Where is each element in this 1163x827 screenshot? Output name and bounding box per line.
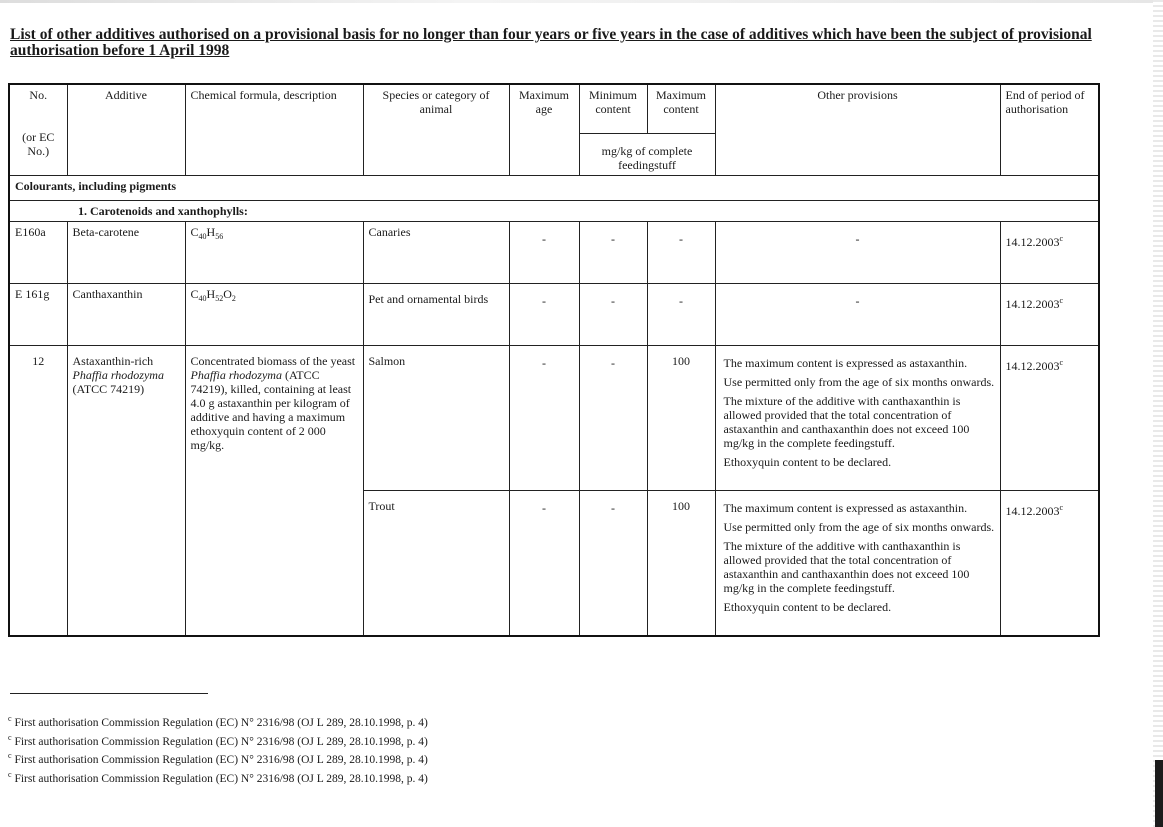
row-end: 14.12.2003$^c$ — [1000, 491, 1099, 636]
scan-top-edge — [0, 0, 1163, 3]
footnote: $^c$ First authorisation Commission Regulation (EC) N° 2316/98 (OJ L 289, 28.10.1998, p. 4) — [8, 751, 428, 766]
row-additive: Canthaxanthin — [67, 284, 185, 346]
row-max-age: - — [509, 491, 579, 636]
row-no: E160a — [9, 222, 67, 284]
page-heading: List of other additives authorised on a provisional basis for no longer than four years or five years in the case of additives which have been the subject of provisional authorisation before 1 April 1998 — [10, 26, 1092, 59]
col-header-max-age: Maximum age — [509, 84, 579, 176]
row-max-age: - — [509, 284, 579, 346]
col-header-species: Species or category of animal — [363, 84, 509, 176]
additives-table — [8, 83, 1100, 637]
row-max-content: 100 — [647, 346, 715, 491]
row-no: 12 — [9, 346, 67, 636]
row-description: Concentrated biomass of the yeast Phaffia rhodozyma (ATCC 74219), killed, containing at least 4.0 g astaxanthin per kilogram of additive and having a maximum ethoxyquin content of 2 000 mg/kg. — [185, 346, 363, 636]
col-header-additive: Additive — [67, 84, 185, 176]
row-other: - — [715, 222, 1000, 284]
footnotes — [8, 712, 428, 786]
footnote-divider — [10, 693, 208, 694]
col-header-no — [9, 84, 67, 176]
col-header-no-label: No. — [29, 88, 48, 102]
row-min-content: - — [579, 491, 647, 636]
row-min-content: - — [579, 346, 647, 491]
col-header-no-sub: (or EC No.) — [22, 130, 55, 158]
col-header-other: Other provisions — [715, 84, 1000, 176]
scan-right-edge — [1153, 0, 1163, 827]
col-header-chem: Chemical formula, description — [185, 84, 363, 176]
row-species: Salmon — [363, 346, 509, 491]
row-other: The maximum content is expressed as astaxanthin. Use permitted only from the age of six months onwards. The mixture of the additive with canthaxanthin is allowed provided that the total concentration of astaxanthin and canthaxanthin does not exceed 100 mg/kg in the complete feedingstuff. Ethoxyquin content to be declared. — [715, 346, 1000, 491]
subsection-row — [9, 201, 1099, 222]
row-species: Canaries — [363, 222, 509, 284]
footnote: $^c$ First authorisation Commission Regulation (EC) N° 2316/98 (OJ L 289, 28.10.1998, p. 4) — [8, 714, 428, 729]
row-end: 14.12.2003$^c$ — [1000, 346, 1099, 491]
row-max-content: - — [647, 222, 715, 284]
section-title: Colourants, including pigments — [9, 176, 1099, 201]
row-formula: $C_{40}H_{56}$ — [185, 222, 363, 284]
row-species: Pet and ornamental birds — [363, 284, 509, 346]
row-additive: Beta-carotene — [67, 222, 185, 284]
row-max-age: - — [509, 222, 579, 284]
subsection-title: 1. Carotenoids and xanthophylls: — [9, 201, 1099, 222]
section-row — [9, 176, 1099, 201]
row-min-content: - — [579, 222, 647, 284]
row-max-content: - — [647, 284, 715, 346]
row-end: 14.12.2003$^c$ — [1000, 222, 1099, 284]
row-no: E 161g — [9, 284, 67, 346]
row-additive: Astaxanthin-rich Phaffia rhodozyma (ATCC 74219) — [67, 346, 185, 636]
col-header-unit: mg/kg of complete feedingstuff — [579, 133, 715, 175]
scan-dark-corner — [1155, 760, 1163, 827]
row-end: 14.12.2003$^c$ — [1000, 284, 1099, 346]
col-header-max-content: Maximum content — [647, 84, 715, 133]
row-max-age: - — [509, 346, 579, 491]
row-formula: $C_{40}H_{52}O_2$ — [185, 284, 363, 346]
row-min-content: - — [579, 284, 647, 346]
row-other: - — [715, 284, 1000, 346]
header-row — [9, 84, 1099, 133]
row-species: Trout — [363, 491, 509, 636]
row-other: The maximum content is expressed as astaxanthin. Use permitted only from the age of six months onwards. The mixture of the additive with canthaxanthin is allowed provided that the total concentration of astaxanthin and canthaxanthin does not exceed 100 mg/kg in the complete feedingstuff. Ethoxyquin content to be declared. — [715, 491, 1000, 636]
col-header-min-content: Minimum content — [579, 84, 647, 133]
footnote: $^c$ First authorisation Commission Regulation (EC) N° 2316/98 (OJ L 289, 28.10.1998, p. 4) — [8, 769, 428, 785]
row-max-content: 100 — [647, 491, 715, 636]
table-row-salmon — [9, 346, 1099, 491]
col-header-end: End of period of authorisation — [1000, 84, 1099, 176]
table-row — [9, 284, 1099, 346]
footnote: $^c$ First authorisation Commission Regulation (EC) N° 2316/98 (OJ L 289, 28.10.1998, p. 4) — [8, 732, 428, 748]
table-row — [9, 222, 1099, 284]
